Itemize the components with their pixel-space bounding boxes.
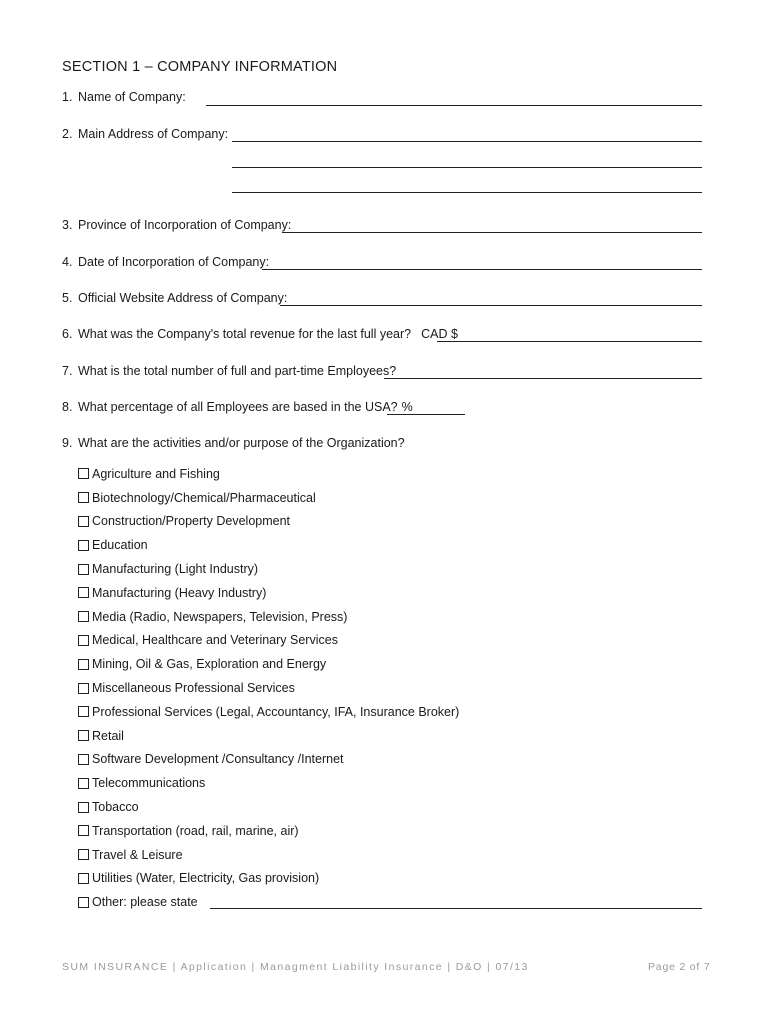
- activity-label: Manufacturing (Heavy Industry): [92, 585, 267, 600]
- checkbox[interactable]: [78, 683, 89, 694]
- activities-checklist: [78, 462, 459, 914]
- other-activity-field[interactable]: [210, 894, 702, 909]
- activity-label: Utilities (Water, Electricity, Gas provision): [92, 871, 320, 886]
- question-revenue: [62, 327, 458, 341]
- question-label: What percentage of all Employees are based in the USA?: [78, 400, 398, 414]
- question-main-address: [62, 127, 228, 141]
- employees-field[interactable]: [384, 364, 702, 379]
- activity-option[interactable]: [78, 652, 459, 676]
- question-label: What was the Company's total revenue for the last full year?: [78, 327, 412, 341]
- question-label: Date of Incorporation of Company:: [78, 255, 270, 269]
- checkbox[interactable]: [78, 564, 89, 575]
- question-number: 6.: [62, 327, 73, 341]
- checkbox[interactable]: [78, 730, 89, 741]
- activity-label: Telecommunications: [92, 776, 206, 791]
- question-usa-percentage: [62, 400, 413, 414]
- activity-option[interactable]: [78, 486, 459, 510]
- province-field[interactable]: [282, 218, 702, 233]
- question-website: [62, 291, 287, 305]
- activity-label: Biotechnology/Chemical/Pharmaceutical: [92, 490, 316, 505]
- question-label: What is the total number of full and part-time Employees?: [78, 364, 397, 378]
- activity-option[interactable]: [78, 676, 459, 700]
- question-incorporation-date: [62, 255, 269, 269]
- usa-percentage-field[interactable]: [387, 400, 465, 415]
- question-number: 4.: [62, 255, 73, 269]
- checkbox[interactable]: [78, 516, 89, 527]
- question-activities: [62, 436, 405, 450]
- checkbox[interactable]: [78, 897, 89, 908]
- checkbox[interactable]: [78, 849, 89, 860]
- activity-label: Manufacturing (Light Industry): [92, 562, 259, 577]
- activity-label: Miscellaneous Professional Services: [92, 681, 295, 696]
- activity-label: Mining, Oil & Gas, Exploration and Energy: [92, 657, 327, 672]
- footer-document-info: SUM INSURANCE | Application | Managment Liability Insurance | D&O | 07/13: [62, 961, 529, 973]
- activity-option[interactable]: [78, 748, 459, 772]
- question-employees: [62, 364, 396, 378]
- checkbox[interactable]: [78, 873, 89, 884]
- company-name-field[interactable]: [206, 91, 702, 106]
- activity-label: Medical, Healthcare and Veterinary Services: [92, 633, 338, 648]
- checkbox[interactable]: [78, 587, 89, 598]
- question-label: Main Address of Company:: [78, 127, 229, 141]
- activity-label: Professional Services (Legal, Accountancy, IFA, Insurance Broker): [92, 704, 460, 719]
- footer-page-number: Page 2 of 7: [648, 961, 711, 973]
- incorporation-date-field[interactable]: [262, 255, 702, 270]
- activity-label: Retail: [92, 728, 124, 743]
- activity-label: Media (Radio, Newspapers, Television, Press): [92, 609, 348, 624]
- activity-option[interactable]: [78, 843, 459, 867]
- question-label: Name of Company:: [78, 90, 186, 104]
- checkbox[interactable]: [78, 468, 89, 479]
- question-label: Province of Incorporation of Company:: [78, 218, 292, 232]
- activity-option[interactable]: [78, 771, 459, 795]
- activity-option[interactable]: [78, 700, 459, 724]
- activity-label: Other: please state: [92, 895, 198, 910]
- website-field[interactable]: [280, 291, 702, 306]
- checkbox[interactable]: [78, 778, 89, 789]
- activity-label: Transportation (road, rail, marine, air): [92, 823, 299, 838]
- question-number: 3.: [62, 218, 73, 232]
- question-label: Official Website Address of Company:: [78, 291, 288, 305]
- checkbox[interactable]: [78, 825, 89, 836]
- question-province: [62, 218, 291, 232]
- revenue-field[interactable]: [437, 327, 702, 342]
- checkbox[interactable]: [78, 492, 89, 503]
- question-number: 8.: [62, 400, 73, 414]
- main-address-field-line-1[interactable]: [232, 127, 702, 142]
- activity-label: Agriculture and Fishing: [92, 466, 220, 481]
- activity-label: Travel & Leisure: [92, 847, 183, 862]
- question-number: 2.: [62, 127, 73, 141]
- activity-option[interactable]: [78, 605, 459, 629]
- activity-label: Education: [92, 538, 148, 553]
- question-number: 7.: [62, 364, 73, 378]
- question-number: 9.: [62, 436, 73, 450]
- activity-option[interactable]: [78, 795, 459, 819]
- activity-option[interactable]: [78, 724, 459, 748]
- main-address-field-line-3[interactable]: [232, 178, 702, 193]
- main-address-field-line-2[interactable]: [232, 153, 702, 168]
- checkbox[interactable]: [78, 802, 89, 813]
- question-number: 1.: [62, 90, 73, 104]
- currency-prefix: CAD $: [421, 327, 458, 341]
- activity-option[interactable]: [78, 510, 459, 534]
- checkbox[interactable]: [78, 540, 89, 551]
- section-title: SECTION 1 – COMPANY INFORMATION: [62, 59, 338, 75]
- checkbox[interactable]: [78, 659, 89, 670]
- activity-option[interactable]: [78, 819, 459, 843]
- question-company-name: [62, 90, 186, 104]
- activity-option[interactable]: [78, 581, 459, 605]
- percent-prefix: %: [401, 400, 413, 414]
- question-label: What are the activities and/or purpose of the Organization?: [78, 436, 405, 450]
- question-number: 5.: [62, 291, 73, 305]
- activity-option[interactable]: [78, 533, 459, 557]
- activity-label: Software Development /Consultancy /Internet: [92, 752, 344, 767]
- activity-option[interactable]: [78, 867, 459, 891]
- activity-option[interactable]: [78, 557, 459, 581]
- checkbox[interactable]: [78, 754, 89, 765]
- checkbox[interactable]: [78, 611, 89, 622]
- activity-option[interactable]: [78, 462, 459, 486]
- activity-label: Construction/Property Development: [92, 514, 291, 529]
- checkbox[interactable]: [78, 706, 89, 717]
- activity-label: Tobacco: [92, 800, 139, 815]
- checkbox[interactable]: [78, 635, 89, 646]
- activity-option[interactable]: [78, 629, 459, 653]
